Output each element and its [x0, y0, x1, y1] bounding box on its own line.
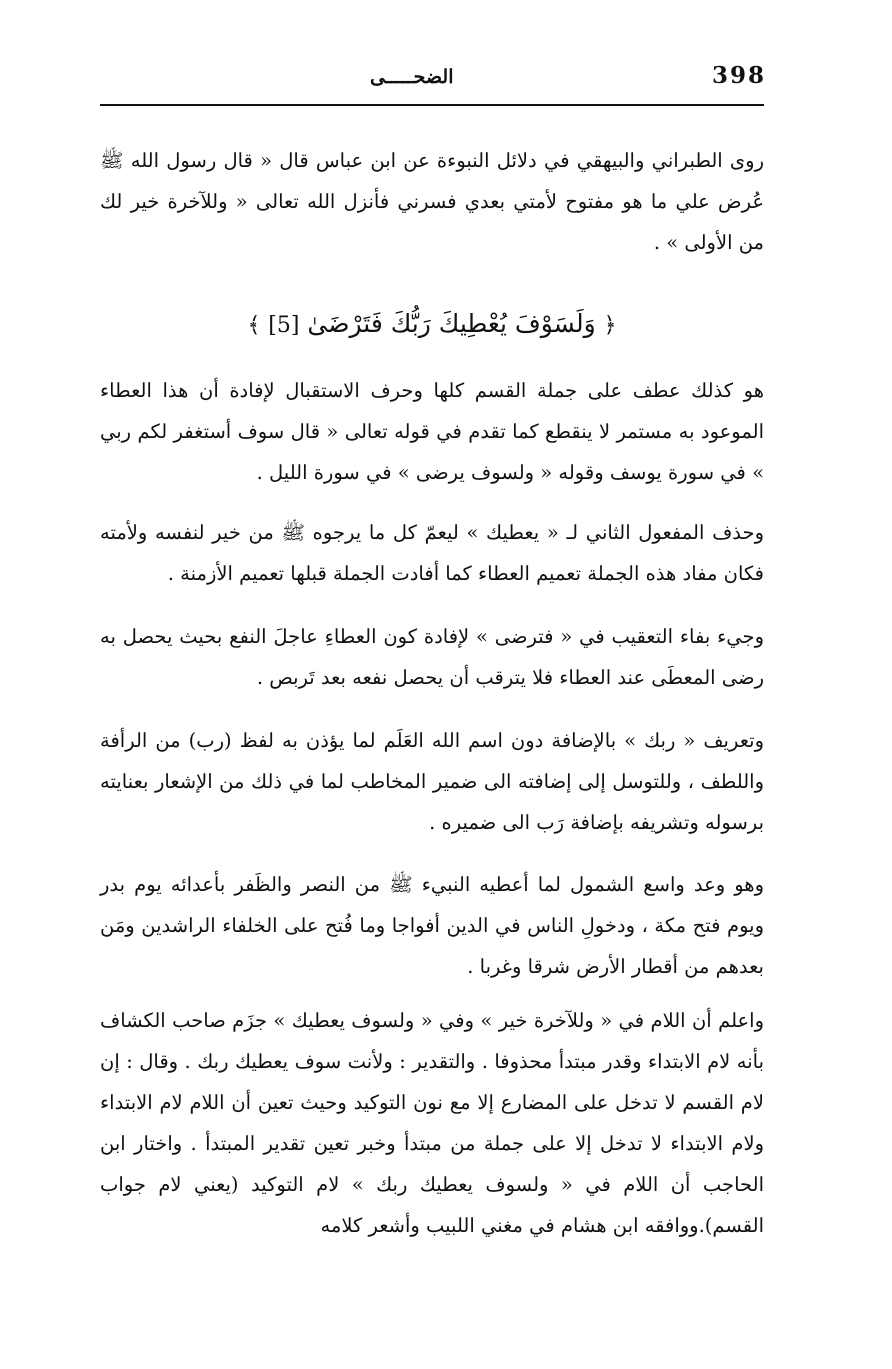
- verse-close-bracket: ﴾: [247, 313, 261, 338]
- page-number: 398: [712, 62, 767, 89]
- paragraph-fa-taqib: وجيء بفاء التعقيب في « فترضى » لإفادة كون العطاءِ عاجلَ النفع بحيث يحصل به رضى المعطَى عند العطاء فلا يترقب أن يحصل نفعه بعد تَربص .: [100, 625, 764, 689]
- verse-text: وَلَسَوْفَ يُعْطِيكَ رَبُّكَ فَتَرْضَىٰ: [307, 309, 596, 338]
- paragraph-rabbuka: وتعريف « ربك » بالإضافة دون اسم الله العَلَم لما يؤذن به لفظ (رب) من الرأفة واللطف ، وللتوسل إلى إضافته الى ضمير المخاطب لما في ذلك من الإشعار بعنايته برسوله وتشريفه بإضافة رَب الى ضميره .: [100, 729, 764, 834]
- paragraph-promise: وهو وعد واسع الشمول لما أعطيه النبيء ﷺ من النصر والظَفر بأعدائه يوم بدر ويوم فتح مكة ، ودخولِ الناس في الدين أفواجا وما فُتح على الخلفاء الراشدين ومَن بعدهم من أقطار الأرض شرقا وغربا .: [100, 873, 764, 978]
- paragraph-conjunction: هو كذلك عطف على جملة القسم كلها وحرف الاستقبال لإفادة أن هذا العطاء الموعود به مستمر لا ينقطع كما تقدم في قوله تعالى « قال سوف أستغفر لكم ربي » في سورة يوسف وقوله « ولسوف يرضى » في سورة الليل .: [100, 379, 764, 484]
- running-title: الضحـــــى: [370, 66, 454, 88]
- header-divider: [100, 104, 764, 106]
- verse-open-bracket: ﴿: [603, 313, 617, 338]
- paragraph-hadith: روى الطبراني والبيهقي في دلائل النبوءة عن ابن عباس قال « قال رسول الله ﷺ عُرض علي ما هو مفتوح لأمتي بعدي فسرني فأنزل الله تعالى « وللآخرة خير لك من الأولى » .: [100, 149, 764, 254]
- ayah-number: [5]: [268, 313, 300, 338]
- page-header: [100, 58, 767, 98]
- paragraph-omitted-object: وحذف المفعول الثاني لـ « يعطيك » ليعمّ كل ما يرجوه ﷺ من خير لنفسه ولأمته فكان مفاد هذه الجملة تعميم العطاء كما أفادت الجملة قبلها تعميم الأزمنة .: [100, 521, 764, 585]
- paragraph-lam: واعلم أن اللام في « وللآخرة خير » وفي « ولسوف يعطيك » جزَم صاحب الكشاف بأنه لام الابتداء وقدر مبتدأ محذوفا . والتقدير : ولأنت سوف يعطيك ربك . وقال : إن لام القسم لا تدخل على المضارع إلا مع نون التوكيد وحيث تعين أن اللام لام الابتداء ولام الابتداء لا تدخل إلا على جملة من مبتدأ وخبر تعين تقدير المبتدأ . واختار ابن الحاجب أن اللام في « ولسوف يعطيك ربك » لام التوكيد (يعني لام جواب القسم).ووافقه ابن هشام في مغني اللبيب وأشعر كلامه: [100, 1009, 764, 1237]
- quran-verse: [100, 300, 764, 350]
